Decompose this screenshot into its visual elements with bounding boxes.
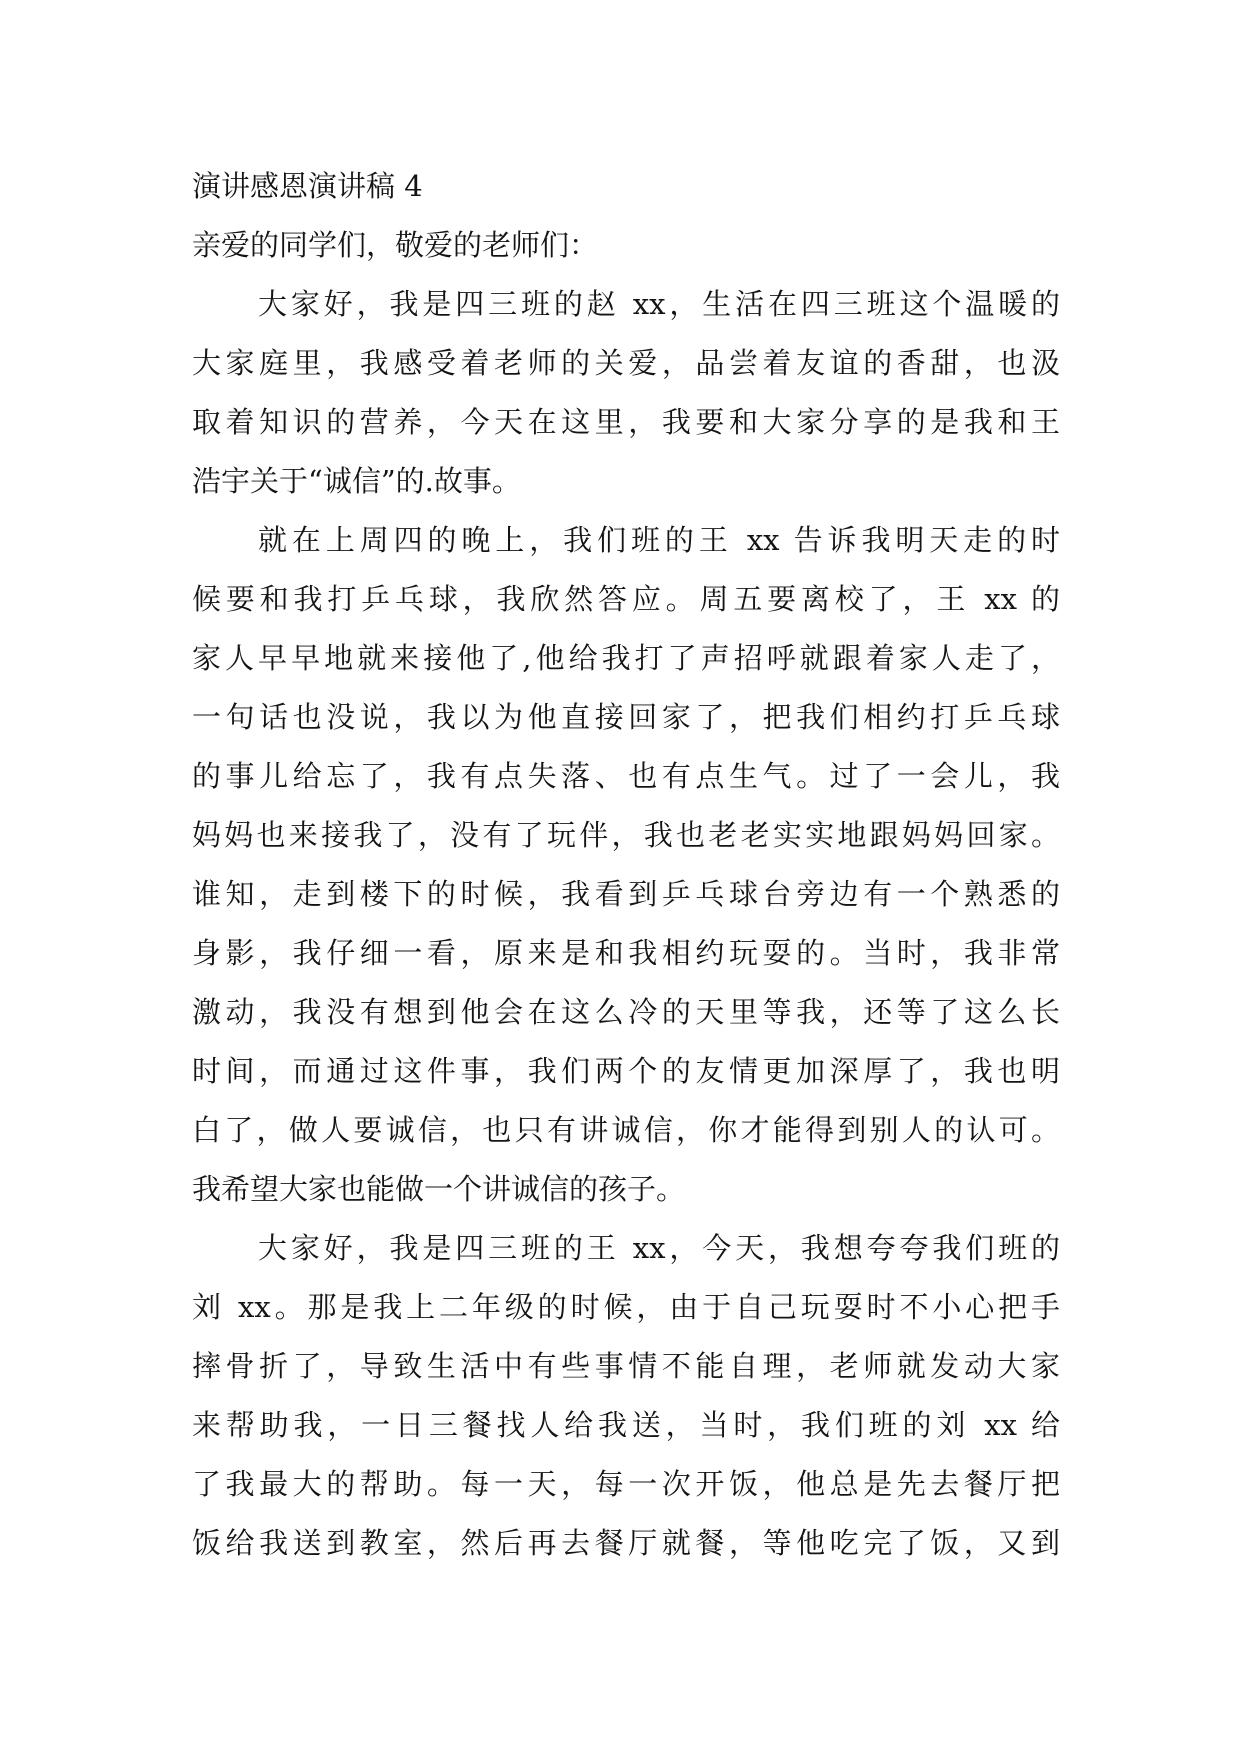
document-body (192, 157, 1060, 1573)
paragraph-line: 身影，我仔细一看，原来是和我相约玩耍的。当时，我非常 (192, 936, 1060, 970)
paragraph-1 (192, 275, 1060, 511)
paragraph-line: 一句话也没说，我以为他直接回家了，把我们相约打乒乓球 (192, 700, 1060, 734)
paragraph-line: 大家好，我是四三班的王 xx，今天，我想夸夸我们班的 (258, 1231, 1060, 1265)
paragraph-line: 白了，做人要诚信，也只有讲诚信，你才能得到别人的认可。 (192, 1113, 1060, 1147)
salutation: 亲爱的同学们，敬爱的老师们： (192, 228, 599, 262)
paragraph-line: 妈妈也来接我了，没有了玩伴，我也老老实实地跟妈妈回家。 (192, 818, 1060, 852)
paragraph-line: 浩宇关于“诚信”的.故事。 (192, 464, 521, 498)
paragraph-line: 取着知识的营养，今天在这里，我要和大家分享的是我和王 (192, 405, 1060, 439)
paragraph-2 (192, 511, 1060, 1219)
paragraph-line: 大家好，我是四三班的赵 xx，生活在四三班这个温暖的 (258, 287, 1060, 321)
paragraph-line: 了我最大的帮助。每一天，每一次开饭，他总是先去餐厅把 (192, 1467, 1060, 1501)
document-title: 演讲感恩演讲稿 4 (192, 169, 423, 203)
paragraph-line: 摔骨折了，导致生活中有些事情不能自理，老师就发动大家 (192, 1349, 1060, 1383)
paragraph-line: 候要和我打乒乓球，我欣然答应。周五要离校了，王 xx 的 (192, 582, 1060, 616)
paragraph-line: 的事儿给忘了，我有点失落、也有点生气。过了一会儿，我 (192, 759, 1060, 793)
paragraph-line: 谁知，走到楼下的时候，我看到乒乓球台旁边有一个熟悉的 (192, 877, 1060, 911)
paragraph-line: 时间，而通过这件事，我们两个的友情更加深厚了，我也明 (192, 1054, 1060, 1088)
paragraph-line: 刘 xx。那是我上二年级的时候，由于自己玩耍时不小心把手 (192, 1290, 1060, 1324)
paragraph-line: 我希望大家也能做一个讲诚信的孩子。 (192, 1172, 686, 1206)
paragraph-line: 家人早早地就来接他了,他给我打了声招呼就跟着家人走了， (192, 641, 1060, 675)
paragraph-line: 就在上周四的晚上，我们班的王 xx 告诉我明天走的时 (258, 523, 1060, 557)
paragraph-line: 大家庭里，我感受着老师的关爱，品尝着友谊的香甜，也汲 (192, 346, 1060, 380)
paragraph-line: 饭给我送到教室，然后再去餐厅就餐，等他吃完了饭，又到 (192, 1526, 1060, 1560)
paragraph-line: 激动，我没有想到他会在这么冷的天里等我，还等了这么长 (192, 995, 1060, 1029)
paragraph-3 (192, 1219, 1060, 1573)
paragraph-line: 来帮助我，一日三餐找人给我送，当时，我们班的刘 xx 给 (192, 1408, 1060, 1442)
